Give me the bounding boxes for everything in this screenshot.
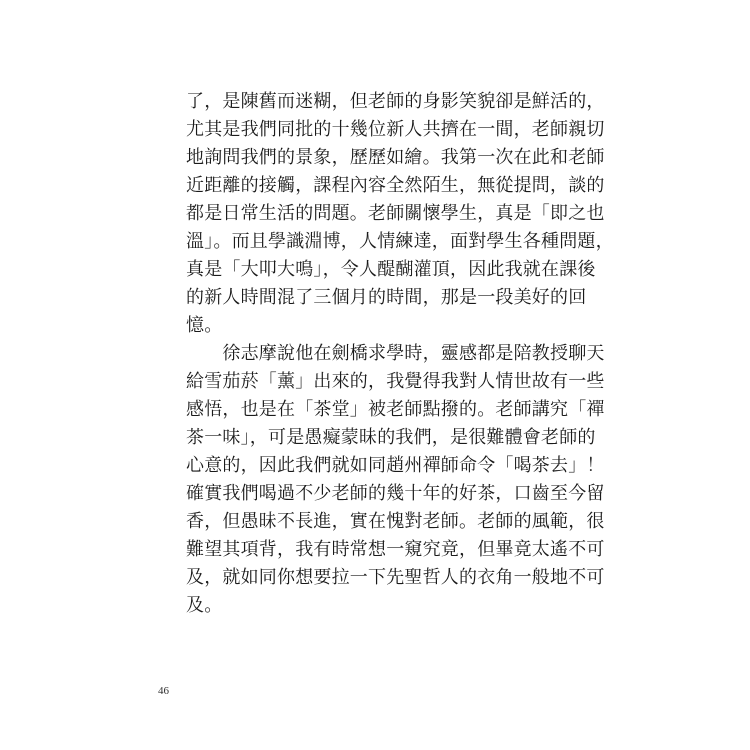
text-line: 確實我們喝過不少老師的幾十年的好茶，口齒至今留 <box>186 483 605 504</box>
text-line: 地詢問我們的景象，歷歷如繪。我第一次在此和老師 <box>186 147 605 168</box>
text-line: 及。 <box>186 595 223 616</box>
text-line: 及，就如同你想要拉一下先聖哲人的衣角一般地不可 <box>186 567 605 588</box>
text-line: 心意的，因此我們就如同趙州禪師命令「喝茶去」！ <box>186 455 605 476</box>
text-line: 了，是陳舊而迷糊，但老師的身影笑貌卻是鮮活的， <box>186 91 605 112</box>
text-line: 都是日常生活的問題。老師關懷學生，真是「即之也 <box>186 203 605 224</box>
text-line: 尤其是我們同批的十幾位新人共擠在一間，老師親切 <box>186 119 605 140</box>
text-line: 給雪茄菸「薰」出來的，我覺得我對人情世故有一些 <box>186 371 605 392</box>
paragraph-2 <box>186 340 605 620</box>
text-line: 真是「大叩大鳴」，令人醍醐灌頂，因此我就在課後 <box>186 259 596 280</box>
body-text <box>186 88 614 620</box>
text-line: 香，但愚昧不長進，實在愧對老師。老師的風範，很 <box>186 511 605 532</box>
text-line: 溫」。而且學識淵博，人情練達，面對學生各種問題， <box>186 231 614 252</box>
text-line: 近距離的接觸，課程內容全然陌生，無從提問，談的 <box>186 175 605 196</box>
text-line: 難望其項背，我有時常想一窺究竟，但畢竟太遙不可 <box>186 539 605 560</box>
paragraph-1 <box>186 88 614 340</box>
text-line: 憶。 <box>186 315 223 336</box>
text-line: 感悟，也是在「茶堂」被老師點撥的。老師講究「禪 <box>186 399 605 420</box>
text-line: 茶一味」，可是愚癡蒙昧的我們，是很難體會老師的 <box>186 427 596 448</box>
text-line: 的新人時間混了三個月的時間，那是一段美好的回 <box>186 287 587 308</box>
page-number: 46 <box>158 685 169 697</box>
text-line: 徐志摩說他在劍橋求學時，靈感都是陪教授聊天 <box>186 343 605 364</box>
